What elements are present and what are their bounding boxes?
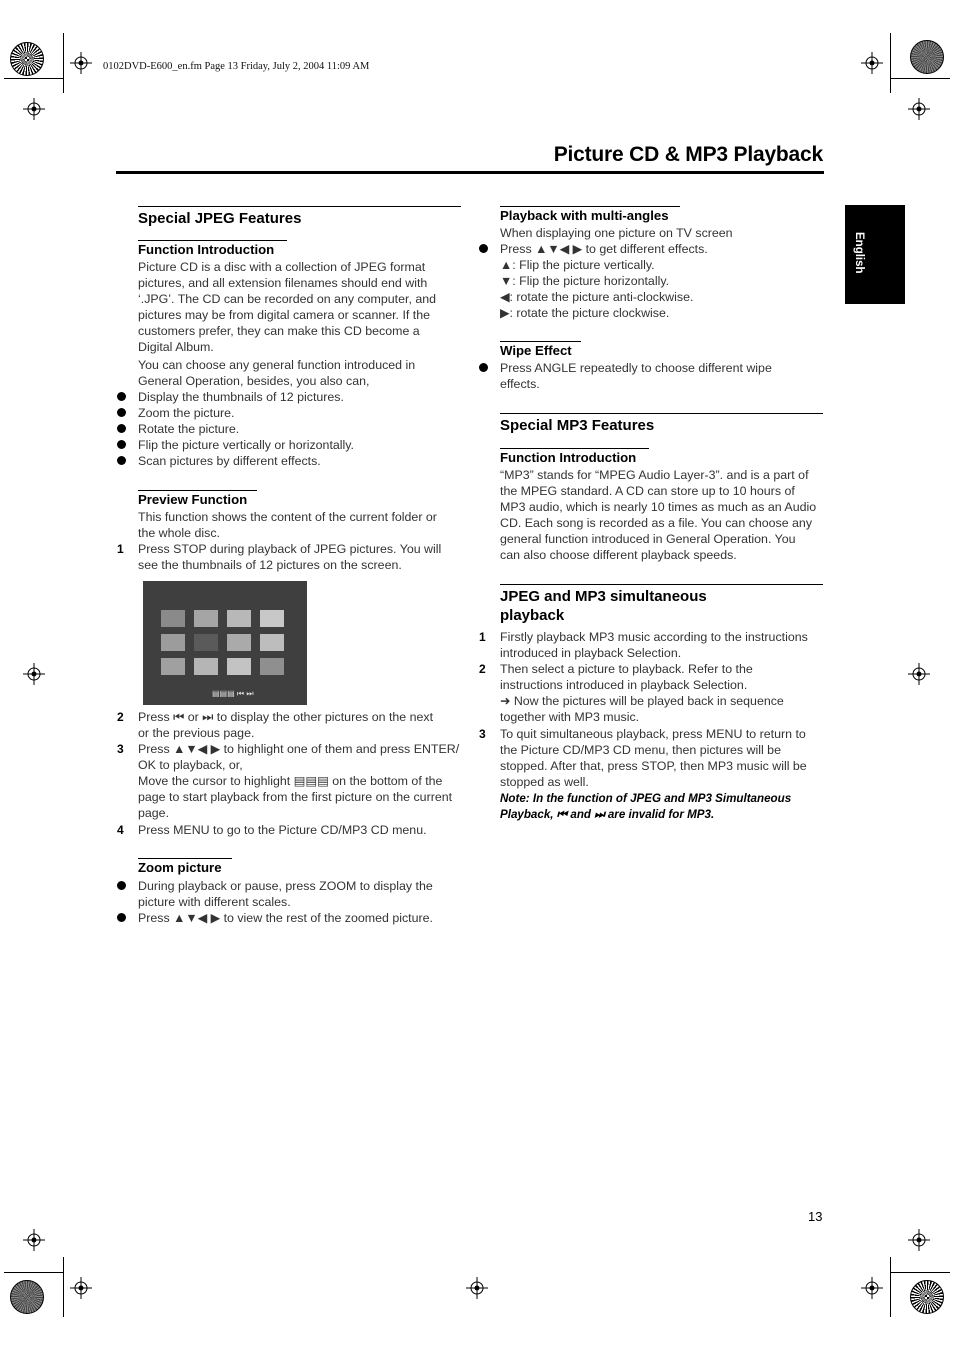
angle-effects-list: ▲: Flip the picture vertically. ▼: Flip the picture horizontally. ◀: rotate the picture anti-clockwise. ▶: rotate the picture clockwise. [500,258,694,320]
title-rule [116,171,824,174]
crosshair-icon [23,663,45,685]
crosshair-icon [23,98,45,120]
crosshair-icon [23,1229,45,1251]
crosshair-icon [908,98,930,120]
mp3-paragraph: “MP3” stands for “MPEG Audio Layer-3”. and is a part of the MPEG standard. A CD can store up to 10 hours of MP3 audio, which is nearly 10 times as much as an Audio CD. Each song is recorded as a file. You can choose any general function introduced in General Operation. You can also choose different playback speeds. [500,468,817,562]
registration-rosette-icon [10,42,44,76]
subsection-heading: Preview Function [138,490,257,508]
section-heading: Special JPEG Features [138,206,461,228]
registration-rosette-icon [910,1280,944,1314]
thumbnail-screen-illustration [143,581,307,705]
crosshair-icon [466,1277,488,1299]
subsection-heading: Function Introduction [500,448,649,466]
registration-rosette-icon [10,1280,44,1314]
section-heading: Special MP3 Features [500,413,823,435]
crosshair-icon [861,52,883,74]
page-title: Picture CD & MP3 Playback [553,143,823,166]
subsection-heading: Function Introduction [138,240,287,258]
intro-paragraph: Picture CD is a disc with a collection of JPEG format pictures, and all extension filenames should end with ‘.JPG’. The CD can be recorded on any computer, and pictures may be from digital camera or scanner. If the customers prefer, they can make this CD become a Digital Album. [138,260,436,354]
note-text: Note: In the function of JPEG and MP3 Simultaneous Playback, ⏮ and ⏭ are invalid for MP3. [500,792,792,821]
crosshair-icon [70,52,92,74]
multi-paragraph: When displaying one picture on TV screen [500,226,733,240]
subsection-heading: Wipe Effect [500,341,581,359]
subsection-heading: Playback with multi-angles [500,206,680,224]
section-heading: JPEG and MP3 simultaneous playback [500,584,823,625]
file-slug: 0102DVD-E600_en.fm Page 13 Friday, July 2, 2004 11:09 AM [103,61,370,72]
crosshair-icon [70,1277,92,1299]
crosshair-icon [861,1277,883,1299]
screen-controls: ▤▤▤ ⏮ ⏭ [212,689,254,698]
crosshair-icon [908,1229,930,1251]
crosshair-icon [908,663,930,685]
preview-paragraph: This function shows the content of the current folder or the whole disc. [138,510,437,540]
intro-paragraph: You can choose any general function introduced in General Operation, besides, you also can, [138,358,416,388]
language-tab: English [845,205,905,304]
registration-rosette-icon [910,40,944,74]
page-number: 13 [808,1209,823,1224]
subsection-heading: Zoom picture [138,858,232,876]
